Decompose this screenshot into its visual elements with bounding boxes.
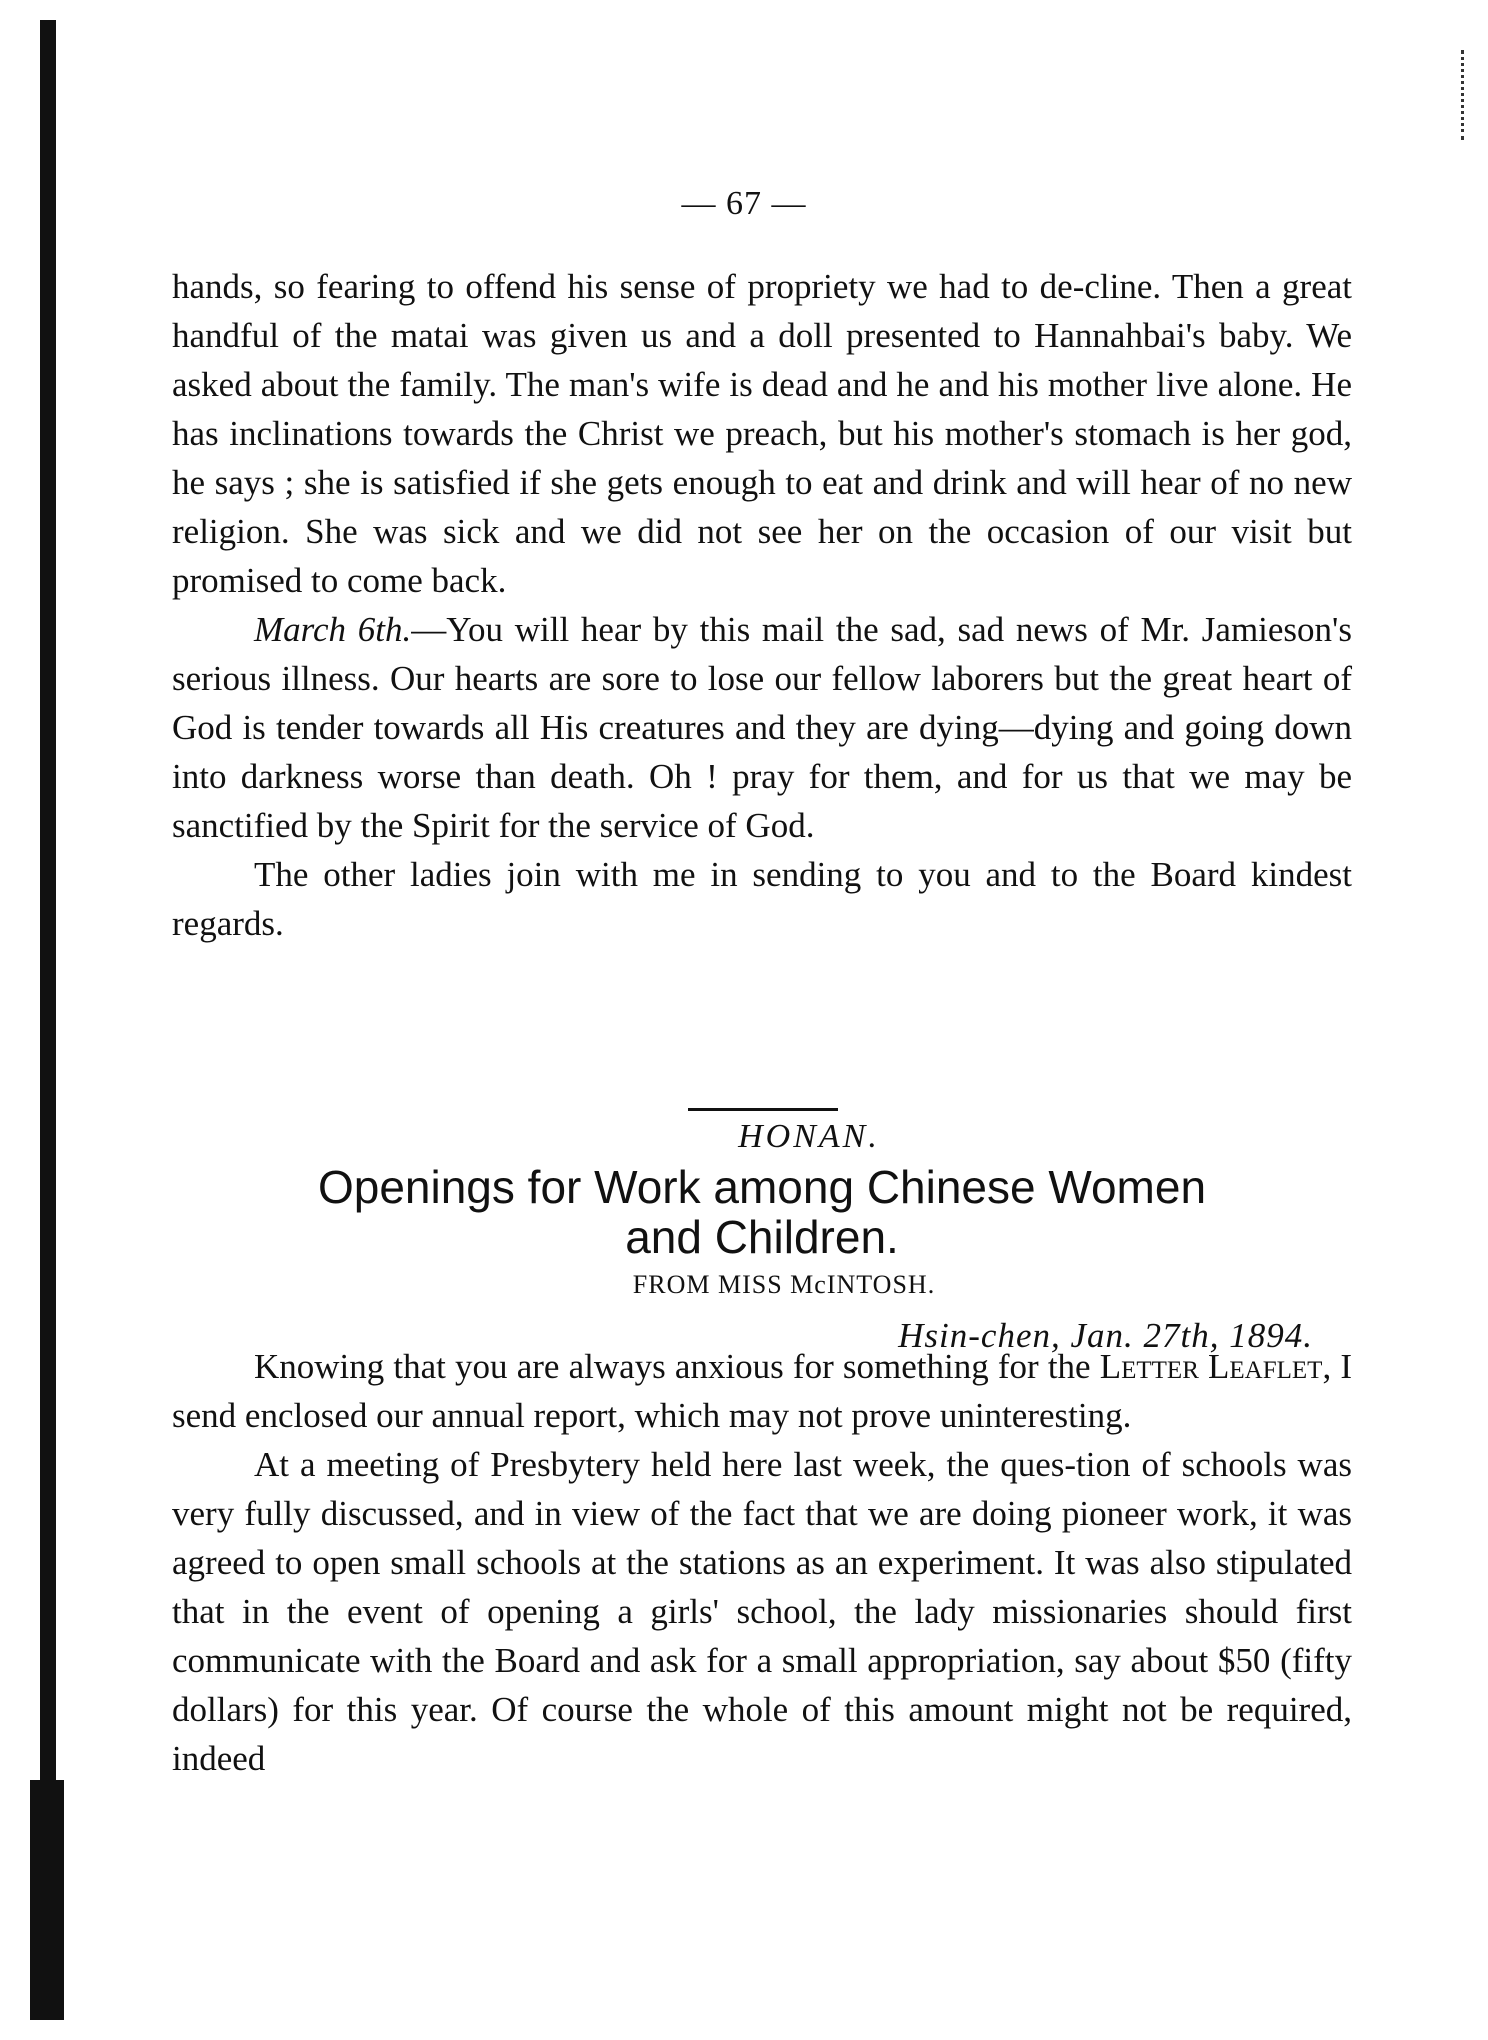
annual-report-text-end: , I send enclosed our annual report, which may not prove uninteresting.: [172, 1347, 1353, 1435]
binding-edge-shadow: [30, 1780, 64, 2020]
article-heading: [172, 1162, 1352, 1262]
page-number: — 67 —: [681, 185, 807, 222]
article-heading-line-1: Openings for Work among Chinese Women: [317, 1161, 1207, 1213]
section-place: HONAN.: [738, 1118, 880, 1155]
letter-body: [172, 1342, 1352, 1783]
paragraph-family-visit: hands, so fearing to offend his sense of propriety we had to de-cline. Then a great handful of the matai was given us and a doll presented to Hannahbai's baby. We asked about the family. The man's wife is dead and he and his mother live alone. He has inclinations towards the Christ we preach, but his mother's stomach is her god, he says ; she is satisfied if she gets enough to eat and drink and will hear of no new religion. She was sick and we did not see her on the occasion of our visit but promised to come back.: [172, 267, 1352, 600]
dateline: Hsin-chen, Jan. 27th, 1894.: [898, 1316, 1313, 1355]
binding-edge: [40, 20, 56, 2020]
paragraph-annual-report: [172, 1342, 1352, 1440]
paragraph-presbytery-meeting: At a meeting of Presbytery held here last week, the ques-tion of schools was very fully discussed, and in view of the fact that we are doing pioneer work, it was agreed to open small schools at the stations as an experiment. It was also stipulated that in the event of opening a girls' school, the lady missionaries should first communicate with the Board and ask for a small appropriation, say about $50 (fifty dollars) for this year. Of course the whole of this amount might not be required, indeed: [172, 1445, 1352, 1778]
date-march-6th: March 6th.: [254, 610, 412, 649]
paragraph-march-6th: [172, 605, 1352, 850]
byline: FROM MISS McINTOSH.: [632, 1270, 936, 1299]
section-divider: [688, 1108, 838, 1111]
paragraph-closing: The other ladies join with me in sending to you and to the Board kindest regards.: [172, 855, 1352, 943]
article-heading-line-2: and Children.: [625, 1211, 899, 1263]
letter-continuation: [172, 262, 1352, 948]
scan-edge-marks: [1461, 50, 1468, 140]
annual-report-text-start: Knowing that you are always anxious for something for the: [254, 1347, 1100, 1386]
march-6th-text: —You will hear by this mail the sad, sad news of Mr. Jamieson's serious illness. Our hearts are sore to lose our fellow laborers but the great heart of God is tender towards all His creatures and they are dying—dying and going down into darkness worse than death. Oh ! pray for them, and for us that we may be sanctified by the Spirit for the service of God.: [172, 610, 1352, 845]
letter-leaflet-title: Letter Leaflet: [1099, 1347, 1323, 1386]
